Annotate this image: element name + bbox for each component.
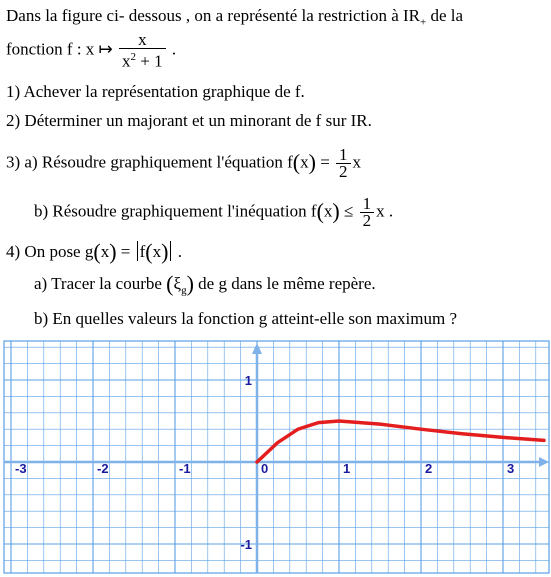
- intro-end: .: [167, 39, 177, 59]
- question-4b: b) En quelles valeurs la fonction g atteint-elle son maximum ?: [34, 309, 457, 328]
- q4a-sub: g: [181, 284, 187, 297]
- intro-text-a: Dans la figure ci- dessous , on a représenté la restriction à: [6, 6, 403, 25]
- q3a-f: f: [287, 152, 293, 172]
- function-fraction: [119, 32, 166, 70]
- question-4: [6, 241, 182, 262]
- half-numerator: 1: [360, 196, 375, 213]
- half-denominator: 2: [339, 162, 348, 181]
- q4a-end: de g dans le même repère.: [193, 274, 376, 293]
- q4-x2: x: [152, 242, 162, 261]
- function-label: fonction f : x ↦: [6, 39, 118, 59]
- q3a-x: x: [300, 152, 309, 172]
- intro-line-1: [6, 6, 463, 32]
- question-1: 1) Achever la représentation graphique de f.: [6, 82, 305, 101]
- q4-eq: =: [116, 242, 135, 261]
- q3b-f: f: [310, 201, 317, 221]
- paren-open: (: [292, 149, 301, 175]
- question-3a: [6, 147, 361, 180]
- x-tick-label: 2: [425, 461, 433, 476]
- function-graph: [0, 337, 551, 577]
- q3b-end: x .: [376, 201, 394, 221]
- y-axis-arrow: [252, 343, 262, 354]
- abs-bar-left: [137, 241, 138, 261]
- question-3b: [34, 196, 393, 229]
- q4a-xi: ξ: [173, 274, 182, 293]
- q3a-text: 3) a) Résoudre graphiquement l'équation: [6, 152, 288, 172]
- question-2: 2) Déterminer un majorant et un minorant de f sur IR.: [6, 111, 372, 130]
- half-numerator: 1: [336, 147, 351, 164]
- q3b-text: b) Résoudre graphiquement l'inéquation: [34, 201, 311, 221]
- paren-close: ): [186, 271, 194, 296]
- q4-f: f: [139, 242, 146, 261]
- q3b-x: x: [323, 201, 333, 221]
- paren-open: (: [316, 198, 324, 224]
- x-tick-label: -2: [97, 461, 109, 476]
- abs-bar-right: [170, 241, 171, 261]
- q4-x: x: [100, 242, 110, 261]
- den-x: x: [122, 51, 131, 71]
- intro-text-b: de la: [426, 6, 464, 25]
- axes: [4, 343, 549, 573]
- den-rest: + 1: [136, 51, 163, 71]
- x-tick-label: 3: [507, 461, 515, 476]
- x-tick-label: 0: [261, 461, 269, 476]
- paren-close: ): [161, 239, 169, 264]
- q3a-half: [336, 147, 351, 180]
- paren-close: ): [308, 149, 316, 175]
- q3b-le: ≤: [339, 201, 358, 221]
- paren-open: (: [166, 271, 174, 296]
- fraction-denominator: [119, 49, 166, 70]
- curve-f: [257, 421, 544, 462]
- q3a-end: x: [352, 152, 362, 172]
- q4-text: 4) On pose: [6, 242, 85, 261]
- paren-close: ): [332, 198, 340, 224]
- x-tick-label: -1: [179, 461, 191, 476]
- intro-line-2: [6, 32, 176, 70]
- q4-end: .: [173, 242, 182, 261]
- q4-g: g: [84, 242, 94, 261]
- y-tick-label: -1: [240, 537, 252, 552]
- q3b-half: [360, 196, 375, 229]
- q4a-text: a) Tracer la courbe: [34, 274, 167, 293]
- x-tick-label: 1: [343, 461, 351, 476]
- set-ir: IR: [403, 6, 420, 25]
- set-plus: +: [420, 16, 427, 29]
- y-tick-label: 1: [244, 373, 252, 388]
- question-4a: [34, 271, 376, 300]
- x-tick-label: -3: [15, 461, 27, 476]
- paren-open: (: [93, 239, 101, 264]
- paren-open: (: [145, 239, 153, 264]
- grid: [4, 341, 549, 573]
- q3a-eq: =: [315, 152, 335, 172]
- fraction-numerator: x: [119, 32, 166, 49]
- den-exponent: 2: [130, 51, 137, 63]
- paren-close: ): [109, 239, 117, 264]
- x-axis-arrow: [539, 457, 549, 467]
- grid-border: [4, 341, 549, 573]
- half-denominator: 2: [362, 211, 372, 230]
